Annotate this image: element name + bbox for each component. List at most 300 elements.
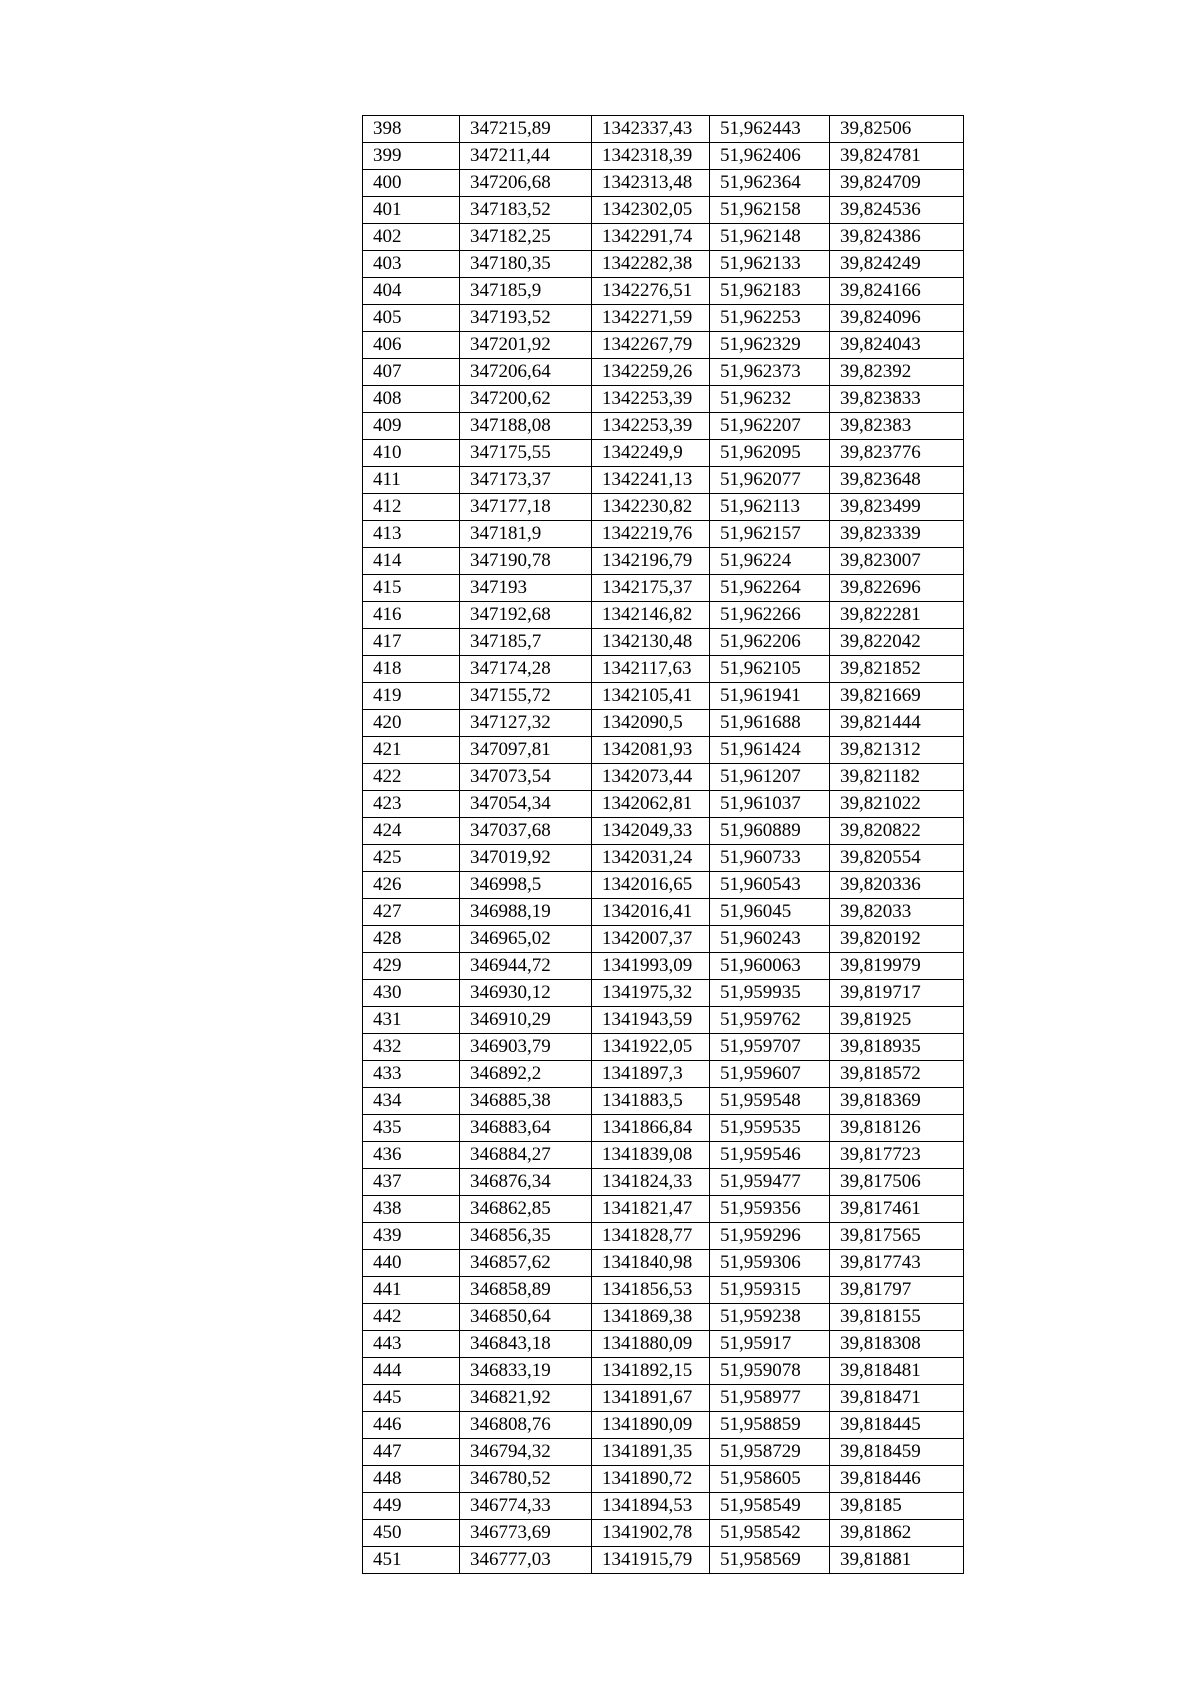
x-coordinate-cell: 346780,52 [460, 1466, 592, 1493]
x-coordinate-cell: 347201,92 [460, 332, 592, 359]
longitude-cell: 39,818446 [830, 1466, 964, 1493]
y-coordinate-cell: 1342016,65 [592, 872, 710, 899]
longitude-cell: 39,821669 [830, 683, 964, 710]
point-number-cell: 403 [363, 251, 460, 278]
point-number-cell: 449 [363, 1493, 460, 1520]
x-coordinate-cell: 347037,68 [460, 818, 592, 845]
latitude-cell: 51,958859 [710, 1412, 830, 1439]
point-number-cell: 401 [363, 197, 460, 224]
y-coordinate-cell: 1341840,98 [592, 1250, 710, 1277]
coordinate-table-body [363, 116, 964, 1574]
point-number-cell: 436 [363, 1142, 460, 1169]
x-coordinate-cell: 347183,52 [460, 197, 592, 224]
longitude-cell: 39,818445 [830, 1412, 964, 1439]
y-coordinate-cell: 1341897,3 [592, 1061, 710, 1088]
x-coordinate-cell: 346910,29 [460, 1007, 592, 1034]
point-number-cell: 431 [363, 1007, 460, 1034]
latitude-cell: 51,96224 [710, 548, 830, 575]
latitude-cell: 51,96045 [710, 899, 830, 926]
latitude-cell: 51,961424 [710, 737, 830, 764]
latitude-cell: 51,962264 [710, 575, 830, 602]
table-row [363, 332, 964, 359]
table-row [363, 899, 964, 926]
point-number-cell: 424 [363, 818, 460, 845]
latitude-cell: 51,959238 [710, 1304, 830, 1331]
table-row [363, 602, 964, 629]
latitude-cell: 51,962183 [710, 278, 830, 305]
point-number-cell: 430 [363, 980, 460, 1007]
x-coordinate-cell: 347127,32 [460, 710, 592, 737]
latitude-cell: 51,958542 [710, 1520, 830, 1547]
latitude-cell: 51,959762 [710, 1007, 830, 1034]
latitude-cell: 51,961207 [710, 764, 830, 791]
point-number-cell: 425 [363, 845, 460, 872]
table-row [363, 305, 964, 332]
longitude-cell: 39,817565 [830, 1223, 964, 1250]
latitude-cell: 51,959548 [710, 1088, 830, 1115]
latitude-cell: 51,960733 [710, 845, 830, 872]
table-row [363, 818, 964, 845]
x-coordinate-cell: 347211,44 [460, 143, 592, 170]
y-coordinate-cell: 1342117,63 [592, 656, 710, 683]
y-coordinate-cell: 1342282,38 [592, 251, 710, 278]
latitude-cell: 51,961941 [710, 683, 830, 710]
longitude-cell: 39,820822 [830, 818, 964, 845]
point-number-cell: 416 [363, 602, 460, 629]
x-coordinate-cell: 347185,9 [460, 278, 592, 305]
y-coordinate-cell: 1342031,24 [592, 845, 710, 872]
y-coordinate-cell: 1342073,44 [592, 764, 710, 791]
x-coordinate-cell: 347192,68 [460, 602, 592, 629]
longitude-cell: 39,823007 [830, 548, 964, 575]
longitude-cell: 39,818155 [830, 1304, 964, 1331]
x-coordinate-cell: 346821,92 [460, 1385, 592, 1412]
y-coordinate-cell: 1342007,37 [592, 926, 710, 953]
point-number-cell: 426 [363, 872, 460, 899]
y-coordinate-cell: 1341922,05 [592, 1034, 710, 1061]
longitude-cell: 39,820336 [830, 872, 964, 899]
latitude-cell: 51,962207 [710, 413, 830, 440]
longitude-cell: 39,819979 [830, 953, 964, 980]
y-coordinate-cell: 1341902,78 [592, 1520, 710, 1547]
point-number-cell: 435 [363, 1115, 460, 1142]
longitude-cell: 39,822696 [830, 575, 964, 602]
x-coordinate-cell: 347193 [460, 575, 592, 602]
latitude-cell: 51,958605 [710, 1466, 830, 1493]
table-row [363, 1142, 964, 1169]
longitude-cell: 39,821852 [830, 656, 964, 683]
y-coordinate-cell: 1342253,39 [592, 386, 710, 413]
table-row [363, 1493, 964, 1520]
longitude-cell: 39,824166 [830, 278, 964, 305]
table-row [363, 1358, 964, 1385]
point-number-cell: 443 [363, 1331, 460, 1358]
y-coordinate-cell: 1341824,33 [592, 1169, 710, 1196]
table-row [363, 1115, 964, 1142]
y-coordinate-cell: 1342130,48 [592, 629, 710, 656]
x-coordinate-cell: 346858,89 [460, 1277, 592, 1304]
point-number-cell: 422 [363, 764, 460, 791]
point-number-cell: 407 [363, 359, 460, 386]
table-row [363, 143, 964, 170]
longitude-cell: 39,822281 [830, 602, 964, 629]
table-row [363, 1196, 964, 1223]
latitude-cell: 51,959935 [710, 980, 830, 1007]
longitude-cell: 39,818369 [830, 1088, 964, 1115]
y-coordinate-cell: 1342175,37 [592, 575, 710, 602]
table-row [363, 710, 964, 737]
point-number-cell: 398 [363, 116, 460, 143]
point-number-cell: 446 [363, 1412, 460, 1439]
table-row [363, 683, 964, 710]
y-coordinate-cell: 1342337,43 [592, 116, 710, 143]
table-row [363, 521, 964, 548]
point-number-cell: 399 [363, 143, 460, 170]
latitude-cell: 51,959707 [710, 1034, 830, 1061]
x-coordinate-cell: 347180,35 [460, 251, 592, 278]
latitude-cell: 51,960889 [710, 818, 830, 845]
point-number-cell: 423 [363, 791, 460, 818]
table-row [363, 251, 964, 278]
table-row [363, 359, 964, 386]
longitude-cell: 39,823648 [830, 467, 964, 494]
y-coordinate-cell: 1342253,39 [592, 413, 710, 440]
x-coordinate-cell: 346944,72 [460, 953, 592, 980]
table-row [363, 1277, 964, 1304]
table-row [363, 1250, 964, 1277]
table-row [363, 845, 964, 872]
x-coordinate-cell: 346856,35 [460, 1223, 592, 1250]
table-row [363, 1439, 964, 1466]
point-number-cell: 405 [363, 305, 460, 332]
x-coordinate-cell: 346794,32 [460, 1439, 592, 1466]
longitude-cell: 39,820192 [830, 926, 964, 953]
latitude-cell: 51,959535 [710, 1115, 830, 1142]
y-coordinate-cell: 1341866,84 [592, 1115, 710, 1142]
point-number-cell: 447 [363, 1439, 460, 1466]
latitude-cell: 51,962157 [710, 521, 830, 548]
table-row [363, 116, 964, 143]
x-coordinate-cell: 346876,34 [460, 1169, 592, 1196]
longitude-cell: 39,818481 [830, 1358, 964, 1385]
y-coordinate-cell: 1342291,74 [592, 224, 710, 251]
point-number-cell: 410 [363, 440, 460, 467]
table-row [363, 1385, 964, 1412]
table-row [363, 737, 964, 764]
x-coordinate-cell: 347054,34 [460, 791, 592, 818]
latitude-cell: 51,961037 [710, 791, 830, 818]
point-number-cell: 451 [363, 1547, 460, 1574]
table-row [363, 980, 964, 1007]
y-coordinate-cell: 1342016,41 [592, 899, 710, 926]
latitude-cell: 51,962095 [710, 440, 830, 467]
table-row [363, 953, 964, 980]
x-coordinate-cell: 346777,03 [460, 1547, 592, 1574]
longitude-cell: 39,824043 [830, 332, 964, 359]
x-coordinate-cell: 347182,25 [460, 224, 592, 251]
x-coordinate-cell: 346892,2 [460, 1061, 592, 1088]
x-coordinate-cell: 347188,08 [460, 413, 592, 440]
point-number-cell: 402 [363, 224, 460, 251]
x-coordinate-cell: 346885,38 [460, 1088, 592, 1115]
point-number-cell: 408 [363, 386, 460, 413]
latitude-cell: 51,960063 [710, 953, 830, 980]
longitude-cell: 39,818459 [830, 1439, 964, 1466]
x-coordinate-cell: 347206,64 [460, 359, 592, 386]
latitude-cell: 51,962133 [710, 251, 830, 278]
point-number-cell: 419 [363, 683, 460, 710]
point-number-cell: 428 [363, 926, 460, 953]
point-number-cell: 411 [363, 467, 460, 494]
coordinate-table [362, 115, 964, 1574]
point-number-cell: 437 [363, 1169, 460, 1196]
latitude-cell: 51,962077 [710, 467, 830, 494]
latitude-cell: 51,962364 [710, 170, 830, 197]
y-coordinate-cell: 1342219,76 [592, 521, 710, 548]
point-number-cell: 448 [363, 1466, 460, 1493]
point-number-cell: 417 [363, 629, 460, 656]
y-coordinate-cell: 1342090,5 [592, 710, 710, 737]
table-row [363, 629, 964, 656]
x-coordinate-cell: 346843,18 [460, 1331, 592, 1358]
longitude-cell: 39,824709 [830, 170, 964, 197]
x-coordinate-cell: 347185,7 [460, 629, 592, 656]
y-coordinate-cell: 1341891,67 [592, 1385, 710, 1412]
latitude-cell: 51,95917 [710, 1331, 830, 1358]
y-coordinate-cell: 1342146,82 [592, 602, 710, 629]
x-coordinate-cell: 347073,54 [460, 764, 592, 791]
x-coordinate-cell: 346903,79 [460, 1034, 592, 1061]
table-row [363, 224, 964, 251]
y-coordinate-cell: 1341915,79 [592, 1547, 710, 1574]
point-number-cell: 413 [363, 521, 460, 548]
y-coordinate-cell: 1341894,53 [592, 1493, 710, 1520]
latitude-cell: 51,958977 [710, 1385, 830, 1412]
longitude-cell: 39,818935 [830, 1034, 964, 1061]
x-coordinate-cell: 346988,19 [460, 899, 592, 926]
longitude-cell: 39,824386 [830, 224, 964, 251]
table-row [363, 791, 964, 818]
latitude-cell: 51,962148 [710, 224, 830, 251]
y-coordinate-cell: 1341890,09 [592, 1412, 710, 1439]
table-row [363, 1547, 964, 1574]
latitude-cell: 51,962206 [710, 629, 830, 656]
x-coordinate-cell: 346808,76 [460, 1412, 592, 1439]
longitude-cell: 39,823776 [830, 440, 964, 467]
latitude-cell: 51,962443 [710, 116, 830, 143]
table-row [363, 278, 964, 305]
longitude-cell: 39,821444 [830, 710, 964, 737]
longitude-cell: 39,817743 [830, 1250, 964, 1277]
y-coordinate-cell: 1342249,9 [592, 440, 710, 467]
y-coordinate-cell: 1341975,32 [592, 980, 710, 1007]
y-coordinate-cell: 1342049,33 [592, 818, 710, 845]
latitude-cell: 51,962266 [710, 602, 830, 629]
latitude-cell: 51,962158 [710, 197, 830, 224]
longitude-cell: 39,81862 [830, 1520, 964, 1547]
point-number-cell: 427 [363, 899, 460, 926]
latitude-cell: 51,962373 [710, 359, 830, 386]
x-coordinate-cell: 346857,62 [460, 1250, 592, 1277]
point-number-cell: 450 [363, 1520, 460, 1547]
table-row [363, 494, 964, 521]
point-number-cell: 412 [363, 494, 460, 521]
x-coordinate-cell: 346773,69 [460, 1520, 592, 1547]
point-number-cell: 433 [363, 1061, 460, 1088]
table-row [363, 197, 964, 224]
x-coordinate-cell: 347200,62 [460, 386, 592, 413]
latitude-cell: 51,959607 [710, 1061, 830, 1088]
table-row [363, 548, 964, 575]
latitude-cell: 51,962105 [710, 656, 830, 683]
longitude-cell: 39,823499 [830, 494, 964, 521]
point-number-cell: 445 [363, 1385, 460, 1412]
latitude-cell: 51,959477 [710, 1169, 830, 1196]
y-coordinate-cell: 1341856,53 [592, 1277, 710, 1304]
longitude-cell: 39,818572 [830, 1061, 964, 1088]
latitude-cell: 51,958569 [710, 1547, 830, 1574]
table-row [363, 1088, 964, 1115]
y-coordinate-cell: 1341828,77 [592, 1223, 710, 1250]
point-number-cell: 441 [363, 1277, 460, 1304]
point-number-cell: 442 [363, 1304, 460, 1331]
point-number-cell: 404 [363, 278, 460, 305]
longitude-cell: 39,817723 [830, 1142, 964, 1169]
latitude-cell: 51,962253 [710, 305, 830, 332]
x-coordinate-cell: 346884,27 [460, 1142, 592, 1169]
y-coordinate-cell: 1342241,13 [592, 467, 710, 494]
longitude-cell: 39,822042 [830, 629, 964, 656]
table-row [363, 575, 964, 602]
longitude-cell: 39,81925 [830, 1007, 964, 1034]
table-row [363, 1061, 964, 1088]
longitude-cell: 39,818308 [830, 1331, 964, 1358]
latitude-cell: 51,959546 [710, 1142, 830, 1169]
y-coordinate-cell: 1341891,35 [592, 1439, 710, 1466]
table-row [363, 1007, 964, 1034]
y-coordinate-cell: 1342276,51 [592, 278, 710, 305]
table-row [363, 170, 964, 197]
table-row [363, 1331, 964, 1358]
point-number-cell: 420 [363, 710, 460, 737]
latitude-cell: 51,962113 [710, 494, 830, 521]
point-number-cell: 434 [363, 1088, 460, 1115]
longitude-cell: 39,817461 [830, 1196, 964, 1223]
latitude-cell: 51,958549 [710, 1493, 830, 1520]
x-coordinate-cell: 347193,52 [460, 305, 592, 332]
x-coordinate-cell: 347181,9 [460, 521, 592, 548]
longitude-cell: 39,820554 [830, 845, 964, 872]
latitude-cell: 51,960243 [710, 926, 830, 953]
table-row [363, 386, 964, 413]
longitude-cell: 39,82033 [830, 899, 964, 926]
y-coordinate-cell: 1341880,09 [592, 1331, 710, 1358]
longitude-cell: 39,81797 [830, 1277, 964, 1304]
latitude-cell: 51,96232 [710, 386, 830, 413]
point-number-cell: 432 [363, 1034, 460, 1061]
longitude-cell: 39,824249 [830, 251, 964, 278]
y-coordinate-cell: 1341993,09 [592, 953, 710, 980]
longitude-cell: 39,819717 [830, 980, 964, 1007]
table-row [363, 764, 964, 791]
latitude-cell: 51,959078 [710, 1358, 830, 1385]
latitude-cell: 51,960543 [710, 872, 830, 899]
y-coordinate-cell: 1342271,59 [592, 305, 710, 332]
table-row [363, 872, 964, 899]
point-number-cell: 418 [363, 656, 460, 683]
x-coordinate-cell: 347175,55 [460, 440, 592, 467]
point-number-cell: 400 [363, 170, 460, 197]
table-row [363, 1223, 964, 1250]
y-coordinate-cell: 1342302,05 [592, 197, 710, 224]
x-coordinate-cell: 347215,89 [460, 116, 592, 143]
longitude-cell: 39,818471 [830, 1385, 964, 1412]
table-row [363, 1412, 964, 1439]
longitude-cell: 39,82383 [830, 413, 964, 440]
table-row [363, 656, 964, 683]
table-row [363, 926, 964, 953]
point-number-cell: 414 [363, 548, 460, 575]
point-number-cell: 440 [363, 1250, 460, 1277]
longitude-cell: 39,82392 [830, 359, 964, 386]
longitude-cell: 39,821312 [830, 737, 964, 764]
x-coordinate-cell: 346833,19 [460, 1358, 592, 1385]
longitude-cell: 39,821022 [830, 791, 964, 818]
y-coordinate-cell: 1342267,79 [592, 332, 710, 359]
y-coordinate-cell: 1342230,82 [592, 494, 710, 521]
point-number-cell: 439 [363, 1223, 460, 1250]
longitude-cell: 39,824096 [830, 305, 964, 332]
latitude-cell: 51,958729 [710, 1439, 830, 1466]
x-coordinate-cell: 347206,68 [460, 170, 592, 197]
table-row [363, 1520, 964, 1547]
y-coordinate-cell: 1341892,15 [592, 1358, 710, 1385]
x-coordinate-cell: 346774,33 [460, 1493, 592, 1520]
y-coordinate-cell: 1342196,79 [592, 548, 710, 575]
longitude-cell: 39,82506 [830, 116, 964, 143]
y-coordinate-cell: 1342081,93 [592, 737, 710, 764]
y-coordinate-cell: 1342062,81 [592, 791, 710, 818]
table-row [363, 440, 964, 467]
x-coordinate-cell: 346930,12 [460, 980, 592, 1007]
longitude-cell: 39,821182 [830, 764, 964, 791]
point-number-cell: 438 [363, 1196, 460, 1223]
latitude-cell: 51,959306 [710, 1250, 830, 1277]
longitude-cell: 39,823339 [830, 521, 964, 548]
table-row [363, 1466, 964, 1493]
point-number-cell: 406 [363, 332, 460, 359]
x-coordinate-cell: 346850,64 [460, 1304, 592, 1331]
x-coordinate-cell: 346998,5 [460, 872, 592, 899]
x-coordinate-cell: 347190,78 [460, 548, 592, 575]
y-coordinate-cell: 1341883,5 [592, 1088, 710, 1115]
longitude-cell: 39,823833 [830, 386, 964, 413]
y-coordinate-cell: 1341943,59 [592, 1007, 710, 1034]
latitude-cell: 51,959356 [710, 1196, 830, 1223]
y-coordinate-cell: 1342318,39 [592, 143, 710, 170]
point-number-cell: 444 [363, 1358, 460, 1385]
latitude-cell: 51,962329 [710, 332, 830, 359]
y-coordinate-cell: 1342259,26 [592, 359, 710, 386]
table-row [363, 1034, 964, 1061]
table-row [363, 467, 964, 494]
point-number-cell: 415 [363, 575, 460, 602]
y-coordinate-cell: 1341839,08 [592, 1142, 710, 1169]
x-coordinate-cell: 346883,64 [460, 1115, 592, 1142]
y-coordinate-cell: 1342313,48 [592, 170, 710, 197]
x-coordinate-cell: 347177,18 [460, 494, 592, 521]
y-coordinate-cell: 1341821,47 [592, 1196, 710, 1223]
